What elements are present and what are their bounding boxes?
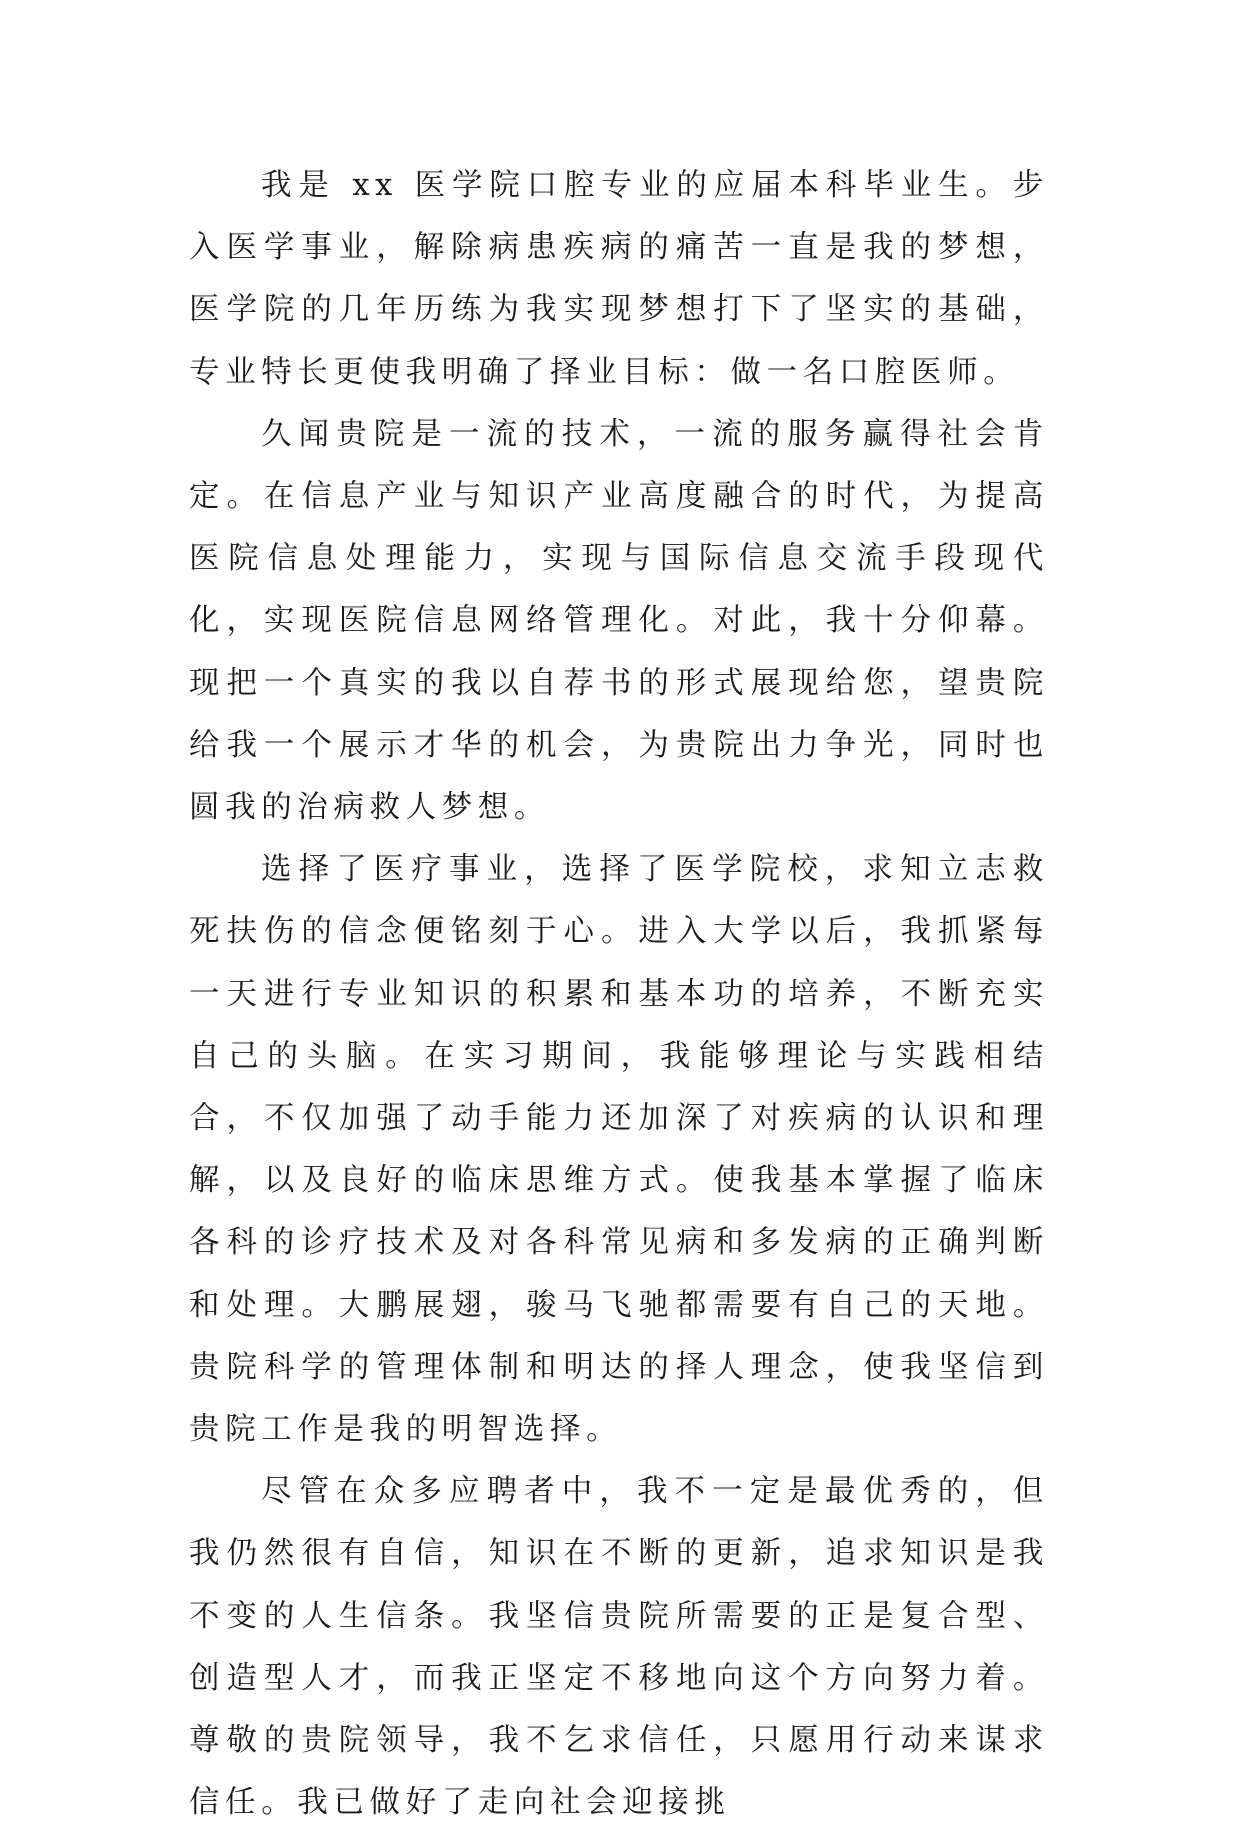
paragraph-2: 久闻贵院是一流的技术，一流的服务赢得社会肯定。在信息产业与知识产业高度融合的时代，为提高医院信息处理能力，实现与国际信息交流手段现代化，实现医院信息网络管理化。对此，我十分仰幕。现把一个真实的我以自荐书的形式展现给您，望贵院给我一个展示才华的机会，为贵院出力争光，同时也圆我的治病救人梦想。 (189, 416, 1049, 826)
paragraph-4: 尽管在众多应聘者中，我不一定是最优秀的，但我仍然很有自信，知识在不断的更新，追求知识是我不变的人生信条。我坚信贵院所需要的正是复合型、创造型人才，而我正坚定不移地向这个方向努力着。尊敬的贵院领导，我不乞求信任，只愿用行动来谋求信任。我已做好了走向社会迎接挑 (189, 1474, 1049, 1821)
paragraph-3: 选择了医疗事业，选择了医学院校，求知立志救死扶伤的信念便铭刻于心。进入大学以后，我抓紧每一天进行专业知识的积累和基本功的培养，不断充实自己的头脑。在实习期间，我能够理论与实践相结合，不仅加强了动手能力还加深了对疾病的认识和理解，以及良好的临床思维方式。使我基本掌握了临床各科的诊疗技术及对各科常见病和多发病的正确判断和处理。大鹏展翅，骏马飞驰都需要有自己的天地。贵院科学的管理体制和明达的择人理念，使我坚信到贵院工作是我的明智选择。 (189, 852, 1049, 1448)
document-body (189, 155, 1049, 1834)
paragraph-1: 我是 xx 医学院口腔专业的应届本科毕业生。步入医学事业，解除病患疾病的痛苦一直是我的梦想，医学院的几年历练为我实现梦想打下了坚实的基础，专业特长更使我明确了择业目标：做一名口腔医师。 (189, 168, 1049, 390)
